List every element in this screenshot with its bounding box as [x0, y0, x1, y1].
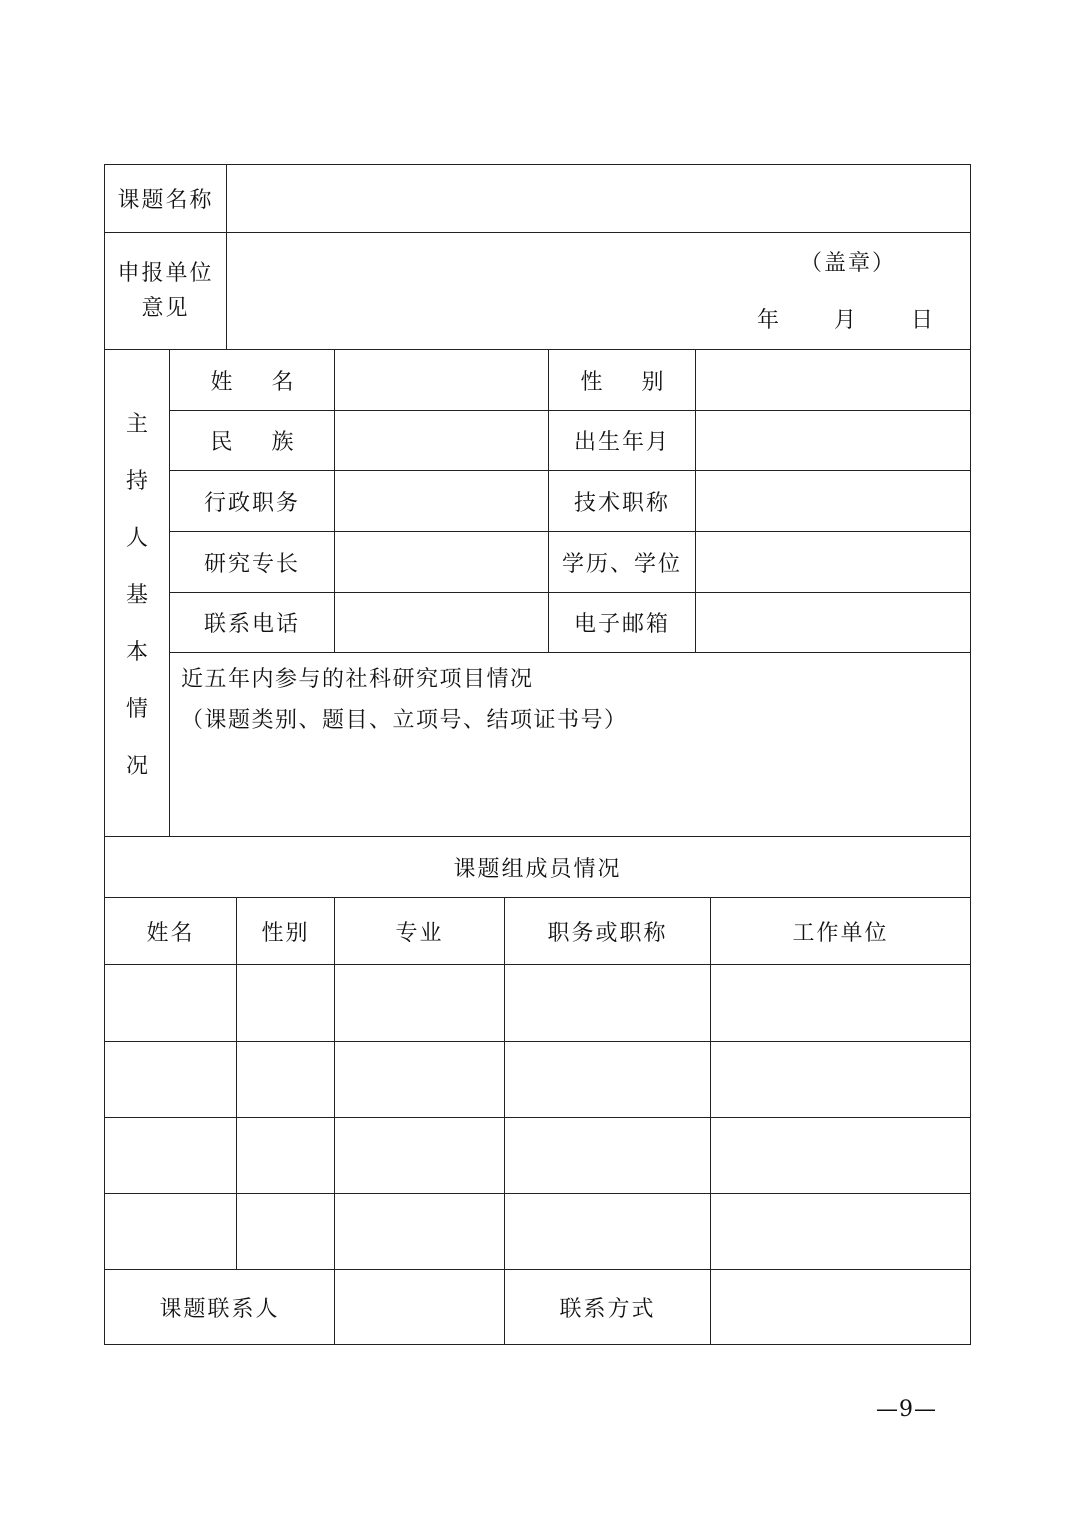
- member-title-cell[interactable]: [505, 1042, 710, 1117]
- members-header-title: 职务或职称: [547, 920, 668, 946]
- host-tech-title-field[interactable]: [696, 471, 970, 531]
- members-header-gender: 性别: [261, 920, 310, 946]
- host-ethnicity-label: 民 族: [210, 430, 310, 455]
- contact-person-field[interactable]: [335, 1270, 504, 1344]
- rule-after-topic-name: [104, 232, 971, 233]
- host-title-char: 持: [125, 469, 148, 494]
- member-name-cell[interactable]: [105, 1118, 236, 1193]
- host-name-label: 姓 名: [210, 369, 310, 395]
- host-phone-field[interactable]: [335, 593, 548, 652]
- host-title-char: 主: [125, 412, 148, 437]
- date-day: 日: [911, 308, 934, 333]
- host-ethnicity-field[interactable]: [335, 411, 548, 470]
- member-title-cell[interactable]: [505, 1194, 710, 1269]
- members-section-title: 课题组成员情况: [453, 856, 622, 882]
- table-border-bottom: [104, 1344, 971, 1345]
- topic-name-label: 课题名称: [117, 188, 214, 213]
- member-workplace-cell[interactable]: [711, 1042, 970, 1117]
- member-workplace-cell[interactable]: [711, 1118, 970, 1193]
- projects-field[interactable]: [170, 740, 970, 836]
- host-email-field[interactable]: [696, 593, 970, 652]
- host-email-label: 电子邮箱: [573, 612, 670, 637]
- date-year: 年: [757, 308, 780, 333]
- host-title-char: 本: [125, 640, 148, 665]
- date-month: 月: [834, 308, 857, 333]
- host-title-char: 基: [125, 583, 148, 608]
- rule-host-row-5: [169, 652, 971, 653]
- contact-method-label: 联系方式: [559, 1296, 656, 1322]
- host-degree-field[interactable]: [696, 532, 970, 592]
- member-major-cell[interactable]: [335, 1194, 504, 1269]
- member-gender-cell[interactable]: [237, 965, 334, 1041]
- unit-opinion-label-line1: 申报单位: [117, 261, 214, 286]
- projects-subtitle: （课题类别、题目、立项号、结项证书号）: [181, 708, 628, 733]
- host-title-char: 况: [125, 754, 148, 779]
- host-gender-field[interactable]: [696, 350, 970, 410]
- unit-opinion-label: [105, 233, 226, 349]
- contact-method-field[interactable]: [711, 1270, 970, 1344]
- member-major-cell[interactable]: [335, 965, 504, 1041]
- member-gender-cell[interactable]: [237, 1042, 334, 1117]
- member-workplace-cell[interactable]: [711, 1194, 970, 1269]
- member-name-cell[interactable]: [105, 1194, 236, 1269]
- host-title-char: 人: [125, 526, 148, 551]
- host-birth-label: 出生年月: [573, 430, 670, 455]
- host-admin-post-field[interactable]: [335, 471, 548, 531]
- members-header-name: 姓名: [146, 920, 195, 946]
- host-expertise-field[interactable]: [335, 532, 548, 592]
- host-expertise-label: 研究专长: [203, 551, 300, 577]
- host-title-char: 情: [125, 697, 148, 722]
- host-gender-label: 性 别: [580, 369, 680, 395]
- member-title-cell[interactable]: [505, 965, 710, 1041]
- host-name-field[interactable]: [335, 350, 548, 410]
- host-phone-label: 联系电话: [203, 612, 300, 637]
- contact-person-label: 课题联系人: [159, 1296, 280, 1322]
- member-name-cell[interactable]: [105, 965, 236, 1041]
- member-gender-cell[interactable]: [237, 1118, 334, 1193]
- page-number: —9—: [876, 1397, 937, 1422]
- members-header-major: 专业: [395, 920, 444, 946]
- host-birth-field[interactable]: [696, 411, 970, 470]
- host-section-title: [105, 396, 169, 795]
- member-title-cell[interactable]: [505, 1118, 710, 1193]
- member-gender-cell[interactable]: [237, 1194, 334, 1269]
- host-degree-label: 学历、学位: [561, 551, 682, 577]
- host-admin-post-label: 行政职务: [203, 490, 300, 516]
- member-name-cell[interactable]: [105, 1042, 236, 1117]
- member-major-cell[interactable]: [335, 1118, 504, 1193]
- member-workplace-cell[interactable]: [711, 965, 970, 1041]
- table-border-right: [970, 164, 971, 1345]
- unit-opinion-label-line2: 意见: [141, 296, 190, 321]
- projects-title: 近五年内参与的社科研究项目情况: [181, 667, 534, 692]
- seal-text: （盖章）: [800, 251, 897, 276]
- members-header-workplace: 工作单位: [792, 920, 889, 946]
- host-tech-title-label: 技术职称: [573, 490, 670, 516]
- topic-name-field[interactable]: [227, 165, 970, 232]
- member-major-cell[interactable]: [335, 1042, 504, 1117]
